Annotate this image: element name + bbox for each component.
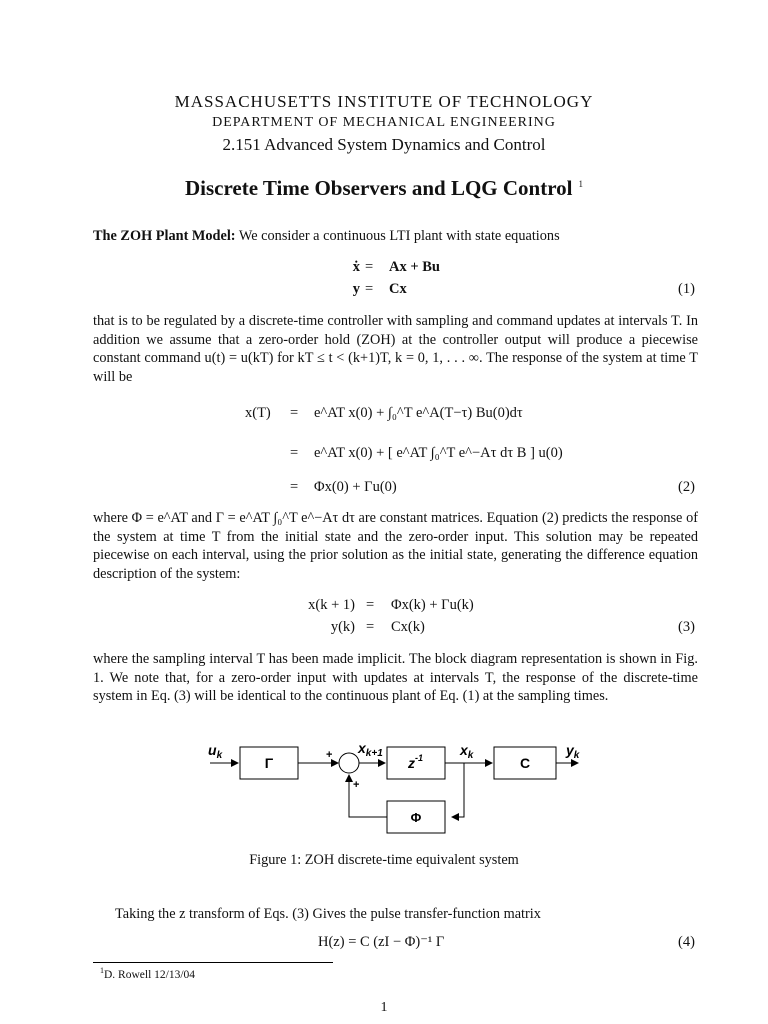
- summing-junction: [339, 753, 359, 773]
- document-title: [0, 176, 768, 201]
- eq1-row2-lhs: y: [352, 281, 360, 297]
- eq3-row1-rhs: Φx(k) + Γu(k): [391, 597, 474, 613]
- footnote-mark: 1: [100, 966, 104, 975]
- feedback-to-phi: [452, 763, 464, 817]
- eq2-row1-rhs: e^AT x(0) + ∫₀^T e^A(T−τ) Bu(0)dτ: [314, 405, 523, 421]
- page-number: 1: [380, 1000, 388, 1015]
- footnote-text: D. Rowell 12/13/04: [104, 968, 196, 981]
- title-footnote-mark: 1: [578, 179, 583, 189]
- figure-caption: Figure 1: ZOH discrete-time equivalent system: [249, 852, 519, 868]
- eq1-row2-rhs: Cx: [389, 281, 407, 297]
- delay-block: [387, 747, 445, 779]
- institution-name: MASSACHUSETTS INSTITUTE OF TECHNOLOGY: [174, 92, 594, 111]
- eq3-row2-lhs: y(k): [330, 619, 355, 635]
- footnote: [100, 966, 195, 981]
- sum-plus-top: +: [326, 749, 333, 761]
- footnote-rule: [93, 962, 333, 963]
- eq3-row2-rhs: Cx(k): [391, 619, 425, 635]
- paragraph-2: that is to be regulated by a discrete-time controller with sampling and command updates at intervals T. In addition we assume that a zero-order hold (ZOH) at the controller output will produce a piecewise constant command u(t) = u(kT) for kT ≤ t < (k+1)T, k = 0, 1, . . . ∞. The response of the system at time T will be: [93, 313, 698, 385]
- eq3-row2-eq: =: [366, 619, 375, 635]
- eq2-row3-rhs: Φx(0) + Γu(0): [314, 479, 397, 495]
- c-label: C: [519, 755, 531, 771]
- eq2-row1-eq: =: [290, 405, 299, 421]
- eq1-number: (1): [678, 281, 695, 297]
- output-label: $y_k$: [566, 742, 580, 761]
- eq2-row3-eq: =: [290, 479, 299, 495]
- phi-label: Φ: [410, 810, 422, 825]
- section-intro: [93, 227, 698, 246]
- eq2-row2-rhs: e^AT x(0) + [ e^AT ∫₀^T e^−Aτ dτ B ] u(0): [314, 445, 563, 461]
- course-name: 2.151 Advanced System Dynamics and Control: [222, 135, 546, 154]
- section-heading: The ZOH Plant Model:: [93, 228, 236, 244]
- delay-label: $z^{-1}$: [408, 753, 424, 771]
- eq1-row1-rhs: Ax + Bu: [389, 259, 440, 275]
- eq3-row1-lhs: x(k + 1): [308, 597, 355, 613]
- section-intro-text: We consider a continuous LTI plant with state equations: [238, 228, 560, 244]
- sum-plus-bottom: +: [353, 779, 360, 791]
- eq1-row1-eq: =: [365, 259, 374, 275]
- eq1-row2-eq: =: [365, 281, 374, 297]
- eq3-number: (3): [678, 619, 695, 635]
- eq4-number: (4): [678, 934, 695, 950]
- eq2-row2-eq: =: [290, 445, 299, 461]
- department-name: DEPARTMENT OF MECHANICAL ENGINEERING: [212, 115, 556, 130]
- paragraph-4: where the sampling interval T has been made implicit. The block diagram representation is shown in Fig. 1. We note that, for a zero-order input with updates at intervals T, the response of the discrete-time system in Eq. (3) will be identical to the continuous plant of Eq. (1) at the sampling times.: [93, 651, 698, 704]
- eq2-number: (2): [678, 479, 695, 495]
- paragraph-5: Taking the z transform of Eqs. (3) Gives the pulse transfer-function matrix: [115, 906, 541, 922]
- input-label: $u_k$: [208, 742, 223, 761]
- title-text: Discrete Time Observers and LQG Control: [184, 176, 573, 200]
- paragraph-3: where Φ = e^AT and Γ = e^AT ∫₀^T e^−Aτ dτ are constant matrices. Equation (2) predicts the response of the system at time T from the initial state and the zero-order input. This solution may be repeated piecewise on each interval, using the prior solution as the initial state, generating the difference equation description of the system:: [93, 510, 698, 582]
- equation-4: H(z) = C (zI − Φ)⁻¹ Γ: [318, 934, 445, 950]
- eq2-lhs: x(T): [245, 405, 271, 421]
- eq1-row1-lhs: ẋ: [352, 259, 360, 275]
- gamma-label: Γ: [264, 755, 274, 771]
- xk-label: $x_k$: [460, 742, 474, 761]
- block-diagram: [200, 738, 600, 840]
- eq3-row1-eq: =: [366, 597, 375, 613]
- xk1-label: $x_{k+1}$: [358, 740, 383, 759]
